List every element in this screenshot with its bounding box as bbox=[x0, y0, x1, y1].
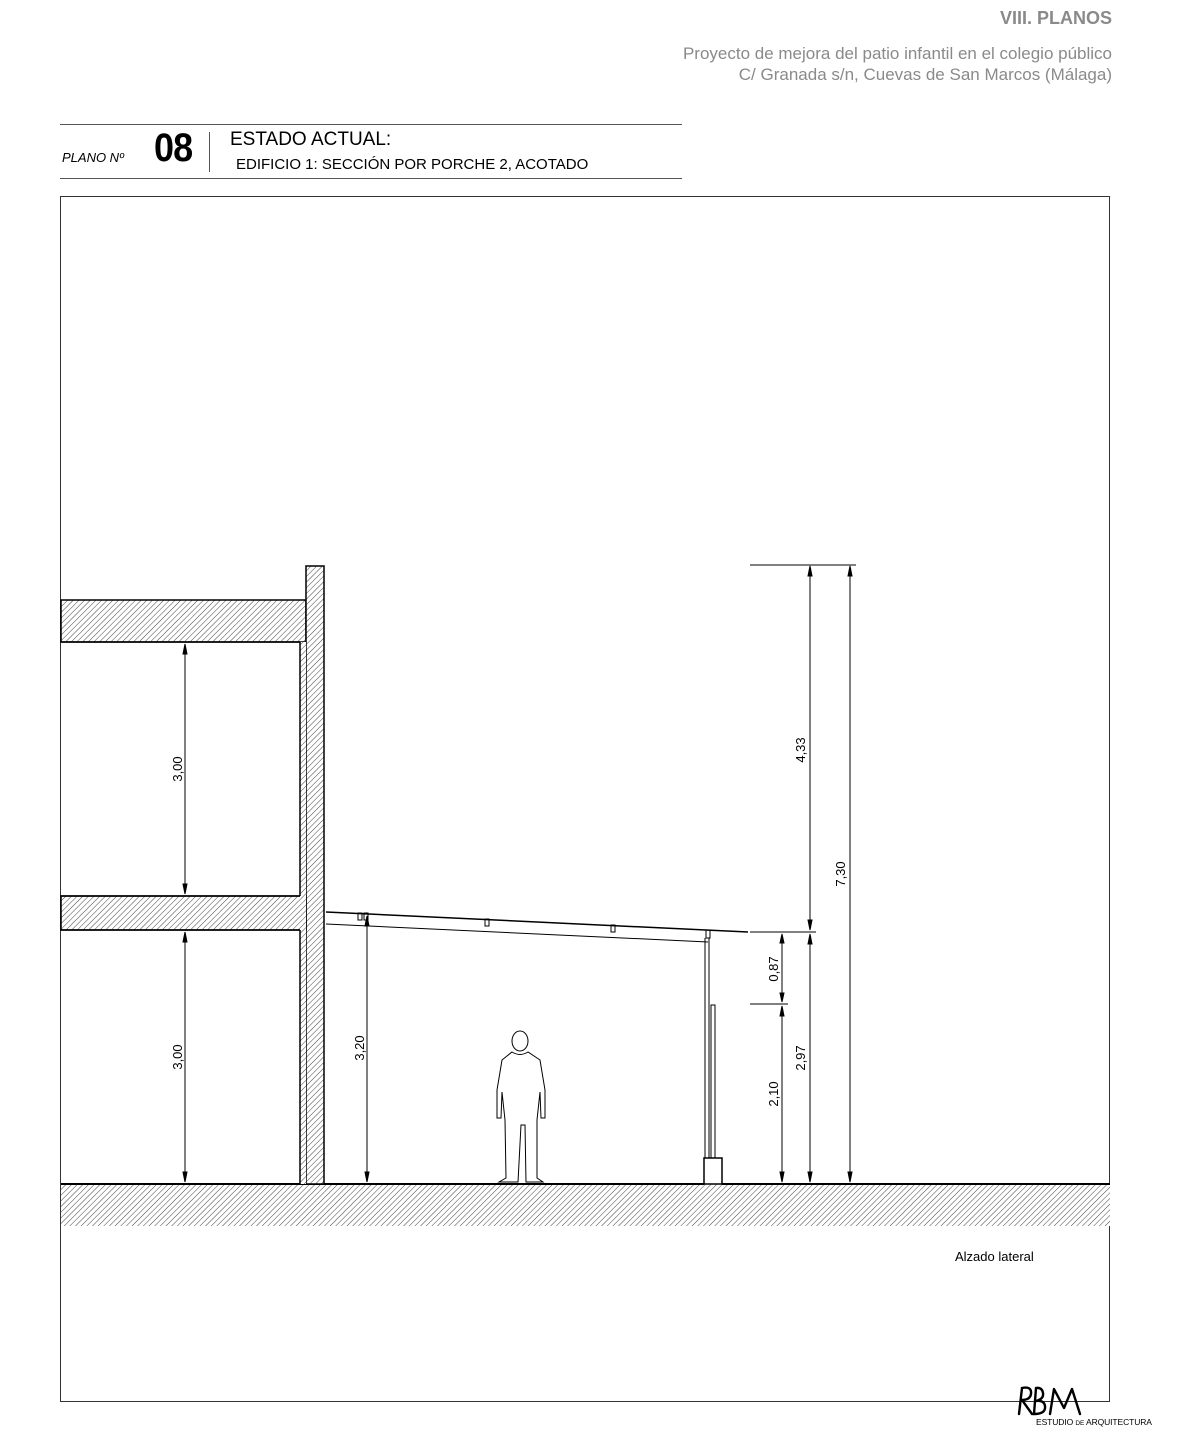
plano-label: PLANO Nº bbox=[62, 150, 124, 165]
dim-opening-height: 2,10 bbox=[766, 1081, 781, 1107]
dim-fascia-height: 0,87 bbox=[766, 956, 781, 982]
drawing-title: ESTADO ACTUAL: bbox=[230, 129, 392, 150]
section-title: VIII. PLANOS bbox=[999, 8, 1112, 28]
dim-top-height: 4,33 bbox=[793, 737, 808, 763]
project-title: Proyecto de mejora del patio infantil en el colegio público bbox=[682, 44, 1112, 63]
logo-subtitle: ESTUDIO DE ARQUITECTURA bbox=[1036, 1417, 1152, 1427]
view-caption: Alzado lateral bbox=[955, 1249, 1034, 1264]
ground-section bbox=[61, 1184, 1110, 1226]
building-section bbox=[61, 566, 324, 1184]
dim-total-height: 7,30 bbox=[833, 861, 848, 887]
plano-number: 08 bbox=[154, 126, 193, 170]
dim-lower-floor: 3,00 bbox=[170, 1044, 185, 1070]
drawing-subtitle: EDIFICIO 1: SECCIÓN POR PORCHE 2, ACOTADO bbox=[236, 156, 589, 173]
rbm-logo bbox=[1016, 1384, 1086, 1418]
dim-porch-height: 3,20 bbox=[352, 1035, 367, 1061]
scale-human-figure bbox=[497, 1031, 545, 1182]
dim-upper-floor: 3,00 bbox=[170, 756, 185, 782]
dim-eave-height: 2,97 bbox=[793, 1045, 808, 1071]
project-address: C/ Granada s/n, Cuevas de San Marcos (Málaga) bbox=[738, 65, 1112, 84]
dimension-lines bbox=[183, 565, 856, 1182]
